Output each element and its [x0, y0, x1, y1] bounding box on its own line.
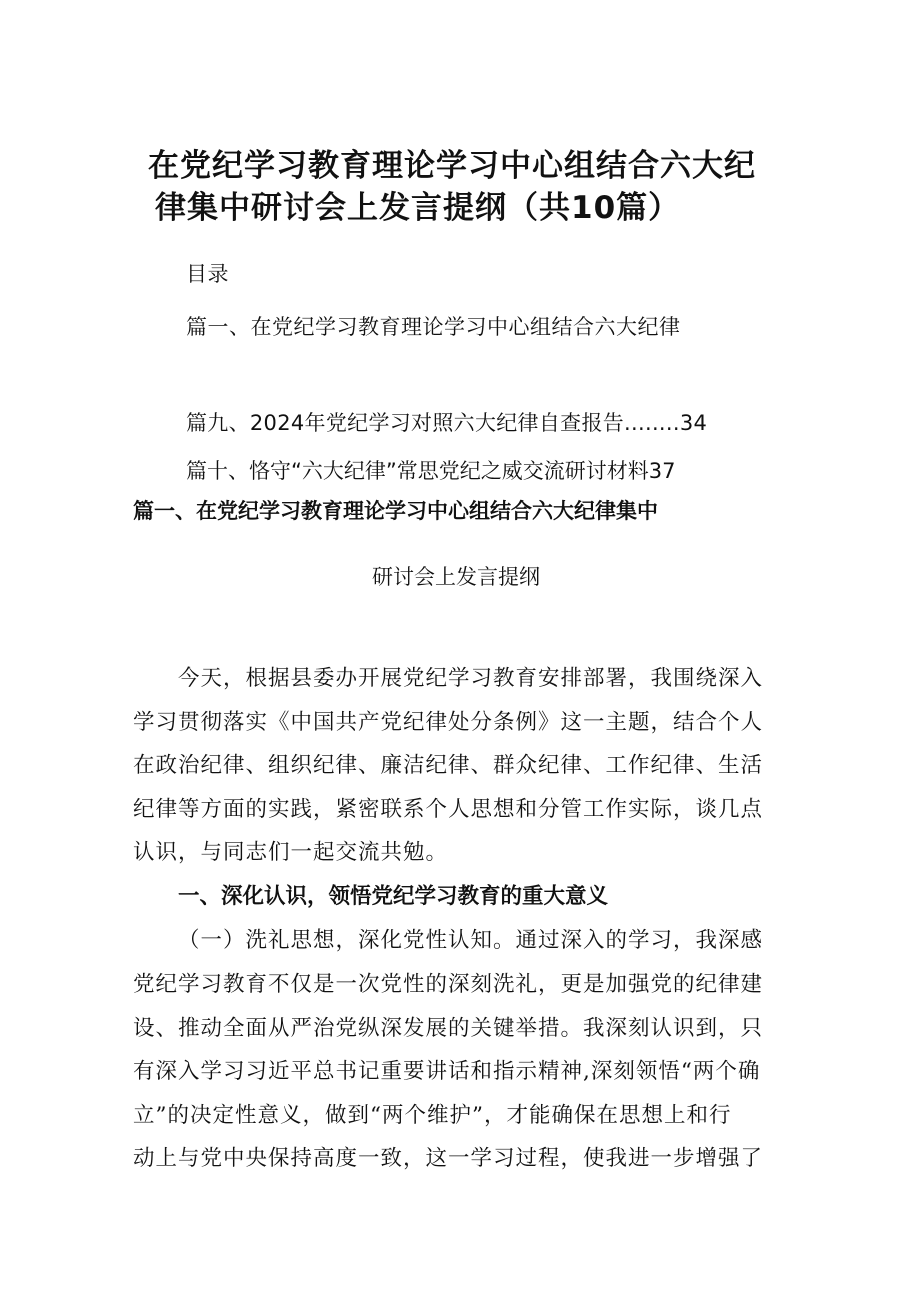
section-1-line-6: 动上与党中央保持高度一致，这一学习过程，使我进一步增强了	[133, 1146, 764, 1171]
document-title-line-2: 律集中研讨会上发言提纲（共10篇）	[155, 190, 681, 226]
section-1-line-3: 设、推动全面从严治党纵深发展的关键举措。我深刻认识到，只	[133, 1016, 764, 1041]
section-1-line-5: 立”的决定性意义，做到“两个维护”，才能确保在思想上和行	[133, 1103, 732, 1128]
document-title-line-1: 在党纪学习教育理论学习中心组结合六大纪	[148, 148, 756, 184]
section-1-line-2: 党纪学习教育不仅是一次党性的深刻洗礼，更是加强党的纪律建	[133, 972, 764, 997]
intro-line-1: 今天，根据县委办开展党纪学习教育安排部署，我围绕深入	[178, 666, 764, 691]
intro-line-2: 学习贯彻落实《中国共产党纪律处分条例》这一主题，结合个人	[133, 710, 764, 735]
section-1-title: 一、深化认识，领悟党纪学习教育的重大意义	[178, 884, 609, 909]
intro-line-3: 在政治纪律、组织纪律、廉洁纪律、群众纪律、工作纪律、生活	[133, 753, 764, 778]
toc-heading: 目录	[186, 262, 229, 286]
section-1-line-1: （一）洗礼思想，深化党性认知。通过深入的学习，我深感	[178, 928, 764, 953]
intro-line-4: 纪律等方面的实践，紧密联系个人思想和分管工作实际，谈几点	[133, 797, 764, 822]
toc-item-1[interactable]: 篇一、在党纪学习教育理论学习中心组结合六大纪律	[186, 315, 681, 339]
article-heading-line-1: 篇一、在党纪学习教育理论学习中心组结合六大纪律集中	[133, 499, 658, 523]
intro-line-5: 认识，与同志们一起交流共勉。	[133, 840, 449, 865]
section-1-line-4: 有深入学习习近平总书记重要讲话和指示精神,深刻领悟“两个确	[133, 1059, 761, 1084]
article-heading-line-2: 研讨会上发言提纲	[372, 565, 540, 589]
toc-item-10[interactable]: 篇十、恪守“六大纪律”常思党纪之威交流研讨材料37	[186, 459, 676, 483]
toc-item-9[interactable]: 篇九、2024年党纪学习对照六大纪律自查报告........34	[186, 411, 708, 435]
